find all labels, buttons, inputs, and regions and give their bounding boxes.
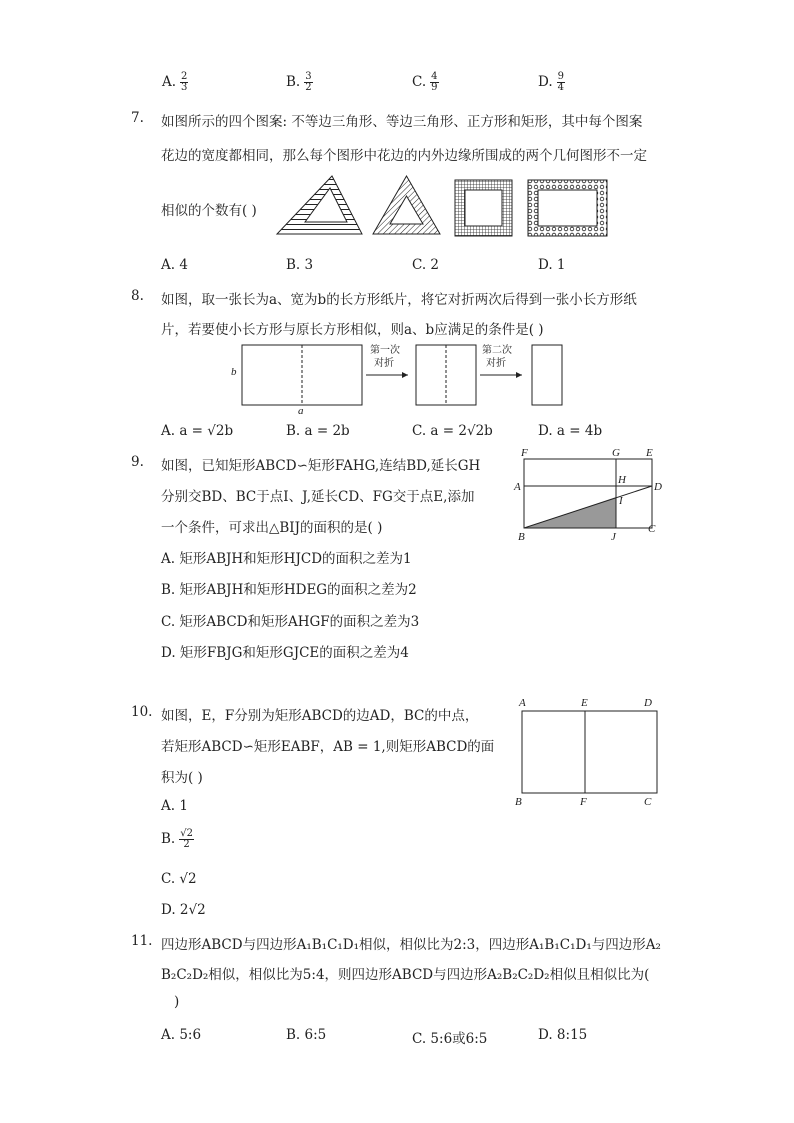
q9-text-line2: 分别交BD、BC于点I、J,延长CD、FG交于点E,添加: [161, 489, 475, 505]
fraction-denominator: 4: [557, 82, 565, 93]
q7-option-d[interactable]: D. 1: [538, 257, 566, 273]
q7-text-line2: 花边的宽度都相同，那么每个图形中花边的内外边缘所围成的两个几何图形不一定: [161, 148, 647, 164]
label-c: C: [644, 796, 652, 808]
q7-option-b[interactable]: B. 3: [286, 257, 314, 273]
fraction: [557, 72, 565, 93]
q11-number: 11.: [131, 933, 153, 949]
label-a: A: [514, 481, 521, 493]
rectangle-pattern: [528, 180, 607, 236]
q9-option-a[interactable]: A. 矩形ABJH和矩形HJCD的面积之差为1: [161, 551, 412, 567]
final-rectangle: [532, 345, 562, 405]
fraction-denominator: 3: [181, 82, 188, 93]
q11-text-line1: 四边形ABCD与四边形A₁B₁C₁D₁相似，相似比为2:3，四边形A₁B₁C₁D₁与四边形A₂: [161, 937, 661, 953]
option-letter: A.: [162, 74, 177, 90]
label-b: B: [518, 531, 525, 543]
q8-option-c[interactable]: C. a = 2√2b: [412, 423, 493, 439]
q9-figure: [510, 444, 670, 544]
label-i: I: [619, 495, 623, 507]
q11-option-a[interactable]: A. 5:6: [161, 1027, 202, 1043]
label-d: D: [644, 697, 652, 709]
q11-option-c[interactable]: C. 5:6或6:5: [412, 1031, 488, 1047]
rectangle-abcd: [522, 711, 657, 793]
option-letter: B.: [161, 831, 176, 847]
fraction: [180, 72, 188, 93]
fraction-numerator: 3: [305, 71, 312, 82]
q9-option-c[interactable]: C. 矩形ABCD和矩形AHGF的面积之差为3: [161, 614, 420, 630]
q10-text-line3: 积为( ): [161, 770, 203, 786]
fraction-denominator: 2: [183, 839, 190, 850]
fraction: [179, 829, 194, 850]
q10-number: 10.: [131, 704, 153, 720]
label-b: b: [231, 366, 237, 378]
label-e: E: [581, 697, 588, 709]
arrow2-label-line2: 对折: [486, 358, 506, 369]
label-f: F: [521, 447, 528, 459]
equilateral-triangle-pattern: [373, 176, 440, 234]
q7-figure: [275, 172, 615, 242]
label-c: C: [648, 523, 656, 535]
q11-option-d[interactable]: D. 8:15: [538, 1027, 588, 1043]
fraction-numerator: 4: [431, 71, 438, 82]
fraction-numerator: 9: [557, 71, 565, 82]
q9-number: 9.: [131, 454, 144, 470]
label-h: H: [618, 474, 626, 486]
label-e: E: [646, 447, 653, 459]
square-pattern: [455, 180, 512, 236]
q9-text-line1: 如图，已知矩形ABCD∽矩形FAHG,连结BD,延长GH: [161, 458, 481, 474]
q10-option-c[interactable]: C. √2: [161, 871, 197, 887]
q8-option-a[interactable]: A. a = √2b: [161, 423, 234, 439]
arrow1-label-line2: 对折: [374, 358, 394, 369]
label-d: D: [654, 481, 662, 493]
q9-text-line3: 一个条件，可求出△BIJ的面积的是( ): [161, 520, 383, 536]
q7-option-c[interactable]: C. 2: [412, 257, 440, 273]
q6-option-c[interactable]: [412, 72, 439, 93]
q7-option-a[interactable]: A. 4: [161, 257, 188, 273]
option-letter: B.: [286, 74, 301, 90]
q9-option-b[interactable]: B. 矩形ABJH和矩形HDEG的面积之差为2: [161, 582, 417, 598]
q8-text-line2: 片，若要使小长方形与原长方形相似，则a、b应满足的条件是( ): [161, 322, 544, 338]
q6-option-d[interactable]: [538, 72, 565, 93]
label-g: G: [612, 447, 620, 459]
label-j: J: [611, 531, 616, 543]
q8-option-b[interactable]: B. a = 2b: [286, 423, 350, 439]
fraction-numerator: 2: [181, 71, 188, 82]
q7-text-line1: 如图所示的四个图案: 不等边三角形、等边三角形、正方形和矩形，其中每个图案: [161, 114, 643, 130]
q10-option-a[interactable]: A. 1: [161, 798, 188, 814]
fraction-numerator: √2: [180, 828, 193, 839]
label-a: a: [298, 405, 304, 417]
q8-number: 8.: [131, 288, 144, 304]
fraction-denominator: 9: [431, 82, 438, 93]
q11-option-b[interactable]: B. 6:5: [286, 1027, 327, 1043]
q10-option-d[interactable]: D. 2√2: [161, 902, 206, 918]
q11-text-line2: B₂C₂D₂相似，相似比为5:4，则四边形ABCD与四边形A₂B₂C₂D₂相似且相似比为(: [161, 967, 650, 983]
arrow-right-icon: [516, 372, 522, 378]
fraction: [304, 72, 312, 93]
fraction-denominator: 2: [305, 82, 312, 93]
option-letter: D.: [538, 74, 553, 90]
q6-option-b[interactable]: [286, 72, 313, 93]
q10-text-line1: 如图，E，F分别为矩形ABCD的边AD，BC的中点，: [161, 708, 479, 724]
q6-option-a[interactable]: [162, 72, 188, 93]
option-letter: C.: [412, 74, 427, 90]
arrow1-label-line1: 第一次: [370, 345, 400, 356]
q7-text-line3: 相似的个数有( ): [161, 203, 257, 219]
q8-figure: [228, 340, 568, 416]
scalene-triangle-pattern: [277, 176, 362, 234]
arrow-right-icon: [402, 372, 408, 378]
label-b: B: [515, 796, 522, 808]
label-f: F: [580, 796, 587, 808]
label-a: A: [519, 697, 526, 709]
q10-text-line2: 若矩形ABCD∽矩形EABF，AB = 1,则矩形ABCD的面: [161, 739, 495, 755]
q8-option-d[interactable]: D. a = 4b: [538, 423, 603, 439]
q10-figure: [510, 694, 670, 809]
fraction: [430, 72, 438, 93]
q10-option-b[interactable]: [161, 829, 194, 850]
arrow2-label-line1: 第二次: [482, 345, 512, 356]
q11-text-line3: ): [174, 994, 180, 1010]
q7-number: 7.: [131, 110, 144, 126]
q8-text-line1: 如图，取一张长为a、宽为b的长方形纸片，将它对折两次后得到一张小长方形纸: [161, 292, 637, 308]
q9-option-d[interactable]: D. 矩形FBJG和矩形GJCE的面积之差为4: [161, 645, 409, 661]
